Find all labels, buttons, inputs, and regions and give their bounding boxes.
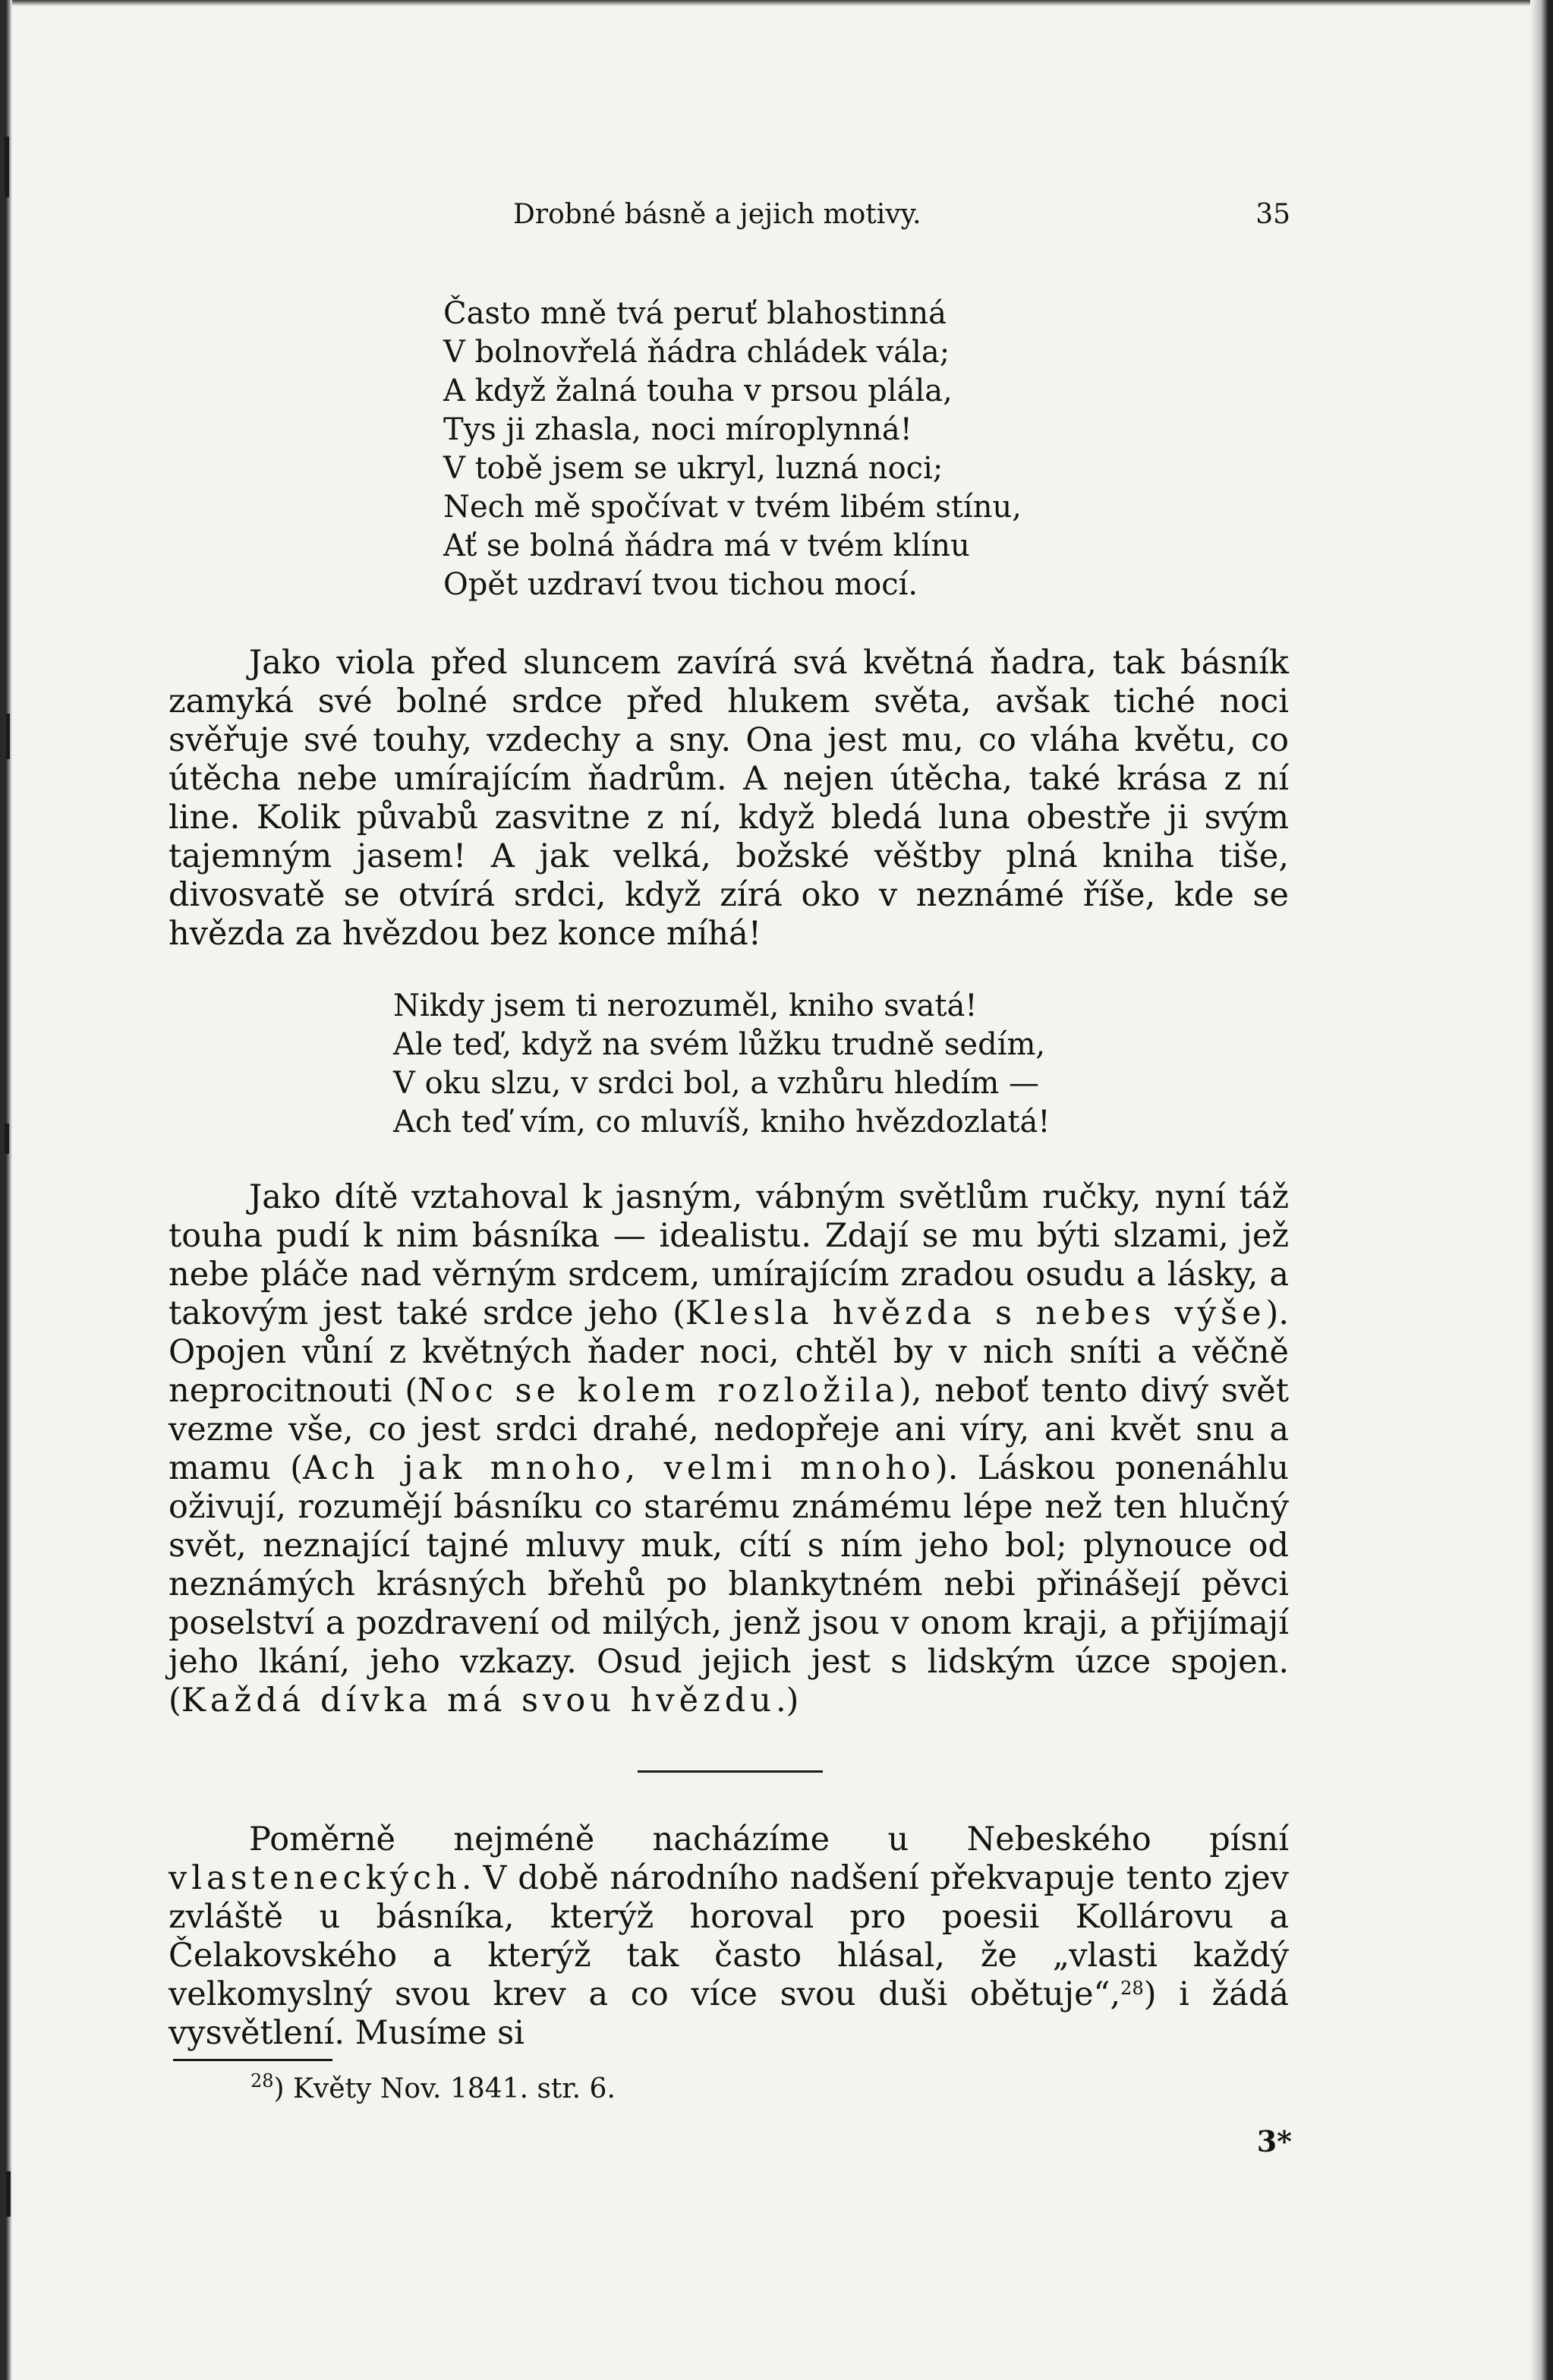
footnote-mark: 28 [250, 2070, 274, 2092]
printer-signature: 3* [1256, 2124, 1292, 2158]
text-run: ), neboť tento divý svět vezme vše, co jest srdci drahé, nedopřeje ani víry, ani květ snu a mamu ( [169, 1372, 1289, 1487]
poem-stanza-1 [443, 295, 1022, 604]
running-header [167, 199, 1290, 237]
footnote-rule [173, 2059, 332, 2061]
text-run: .) [775, 1682, 799, 1720]
poem-title-reference: Klesla hvězda s nebes výše [685, 1294, 1266, 1332]
prose-paragraph-1 [169, 644, 1289, 954]
poem-line: Ale teď, když na svém lůžku trudně sedím, [393, 1027, 1046, 1062]
poem-line: A když žalná touha v prsou plála, [443, 374, 953, 408]
poem-title-reference: Noc se kolem rozložila [417, 1372, 899, 1410]
poem-line: V oku slzu, v srdci bol, a vzhůru hledím — [393, 1066, 1039, 1101]
binding-marks [5, 137, 15, 2262]
page-number: 35 [1255, 199, 1290, 230]
footnote-reference: 28 [1120, 1978, 1144, 1999]
poem-line: Ach teď vím, co mluvíš, kniho hvězdozlatá! [393, 1105, 1051, 1140]
text-run: ) i žádá vysvětlení. Musíme si [169, 1975, 1289, 2052]
prose-paragraph-3 [169, 1820, 1289, 2053]
footnote-text: ) Květy Nov. 1841. str. 6. [273, 2073, 616, 2104]
paragraph-text [169, 1820, 1289, 2053]
scan-edge-right [1530, 0, 1553, 2380]
text-run: . V době národního nadšení překvapuje tento zjev zvláště u básníka, kterýž horoval pro poesii Kollárovu a Čelakovského a kterýž tak často hlásal, že „vlasti každý velkomyslný svou krev a co více svou duši obětuje“, [169, 1859, 1289, 2013]
paragraph-text [169, 1178, 1289, 1720]
poem-line: V bolnovřelá ňádra chládek vála; [443, 335, 950, 370]
poem-line: Nikdy jsem ti nerozuměl, kniho svatá! [393, 988, 978, 1023]
poem-title-reference: Ach jak mnoho, velmi mnoho [303, 1449, 935, 1487]
text-run: Jako dítě vztahoval k jasným, vábným světlům ručky, nyní táž touha pudí k nim básníka — idealistu. Zdají se mu býti slzami, jež nebe pláče nad věrným srdcem, umírajícím zradou osudu a lásky, a takovým jest také srdce jeho ( [169, 1178, 1289, 1332]
poem-line: Tys ji zhasla, noci míroplynná! [443, 412, 912, 447]
poem-line: Ať se bolná ňádra má v tvém klínu [443, 528, 970, 563]
paragraph-text: Jako viola před sluncem zavírá svá květná ňadra, tak básník zamyká své bolné srdce před hlukem světa, avšak tiché noci svěřuje své touhy, vzdechy a sny. Ona jest mu, co vláha květu, co útěcha nebe umírajícím ňadrům. A nejen útěcha, také krása z ní line. Kolik půvabů zasvitne z ní, když bledá luna obestře ji svým tajemným jasem! A jak velká, božské věštby plná kniha tiše, divosvatě se otvírá srdci, když zírá oko v neznámé říše, kde se hvězda za hvězdou bez konce míhá! [169, 644, 1289, 953]
poem-line: Nech mě spočívat v tvém libém stínu, [443, 490, 1022, 525]
text-run: ). Opojen vůní z květných ňader noci, chtěl by v nich sníti a věčně neprocitnouti ( [169, 1294, 1289, 1410]
poem-line: Opět uzdraví tvou tichou mocí. [443, 567, 918, 602]
scan-edge-top [0, 0, 1553, 6]
prose-paragraph-2 [169, 1178, 1289, 1720]
poem-line: Často mně tvá peruť blahostinná [443, 296, 947, 331]
text-run: ). Láskou ponenáhlu oživují, rozumějí básníku co starému známému lépe než ten hlučný svět, neznající tajné mluvy muk, cítí s ním jeho bol; plynouce od neznámých krásných břehů po blankytném nebi přinášejí pěvci poselství a pozdravení od milých, jenž jsou v onom kraji, a přijímají jeho lkání, jeho vzkazy. Osud jejich jest s lidským úzce spojen. ( [169, 1449, 1290, 1720]
poem-line: V tobě jsem se ukryl, luzná noci; [443, 451, 943, 486]
footnote [250, 2071, 616, 2107]
poem-stanza-2 [393, 987, 1050, 1142]
poem-title-reference: Každá dívka má svou hvězdu [181, 1682, 776, 1720]
section-divider [638, 1770, 823, 1773]
text-run: Poměrně nejméně nacházíme u Nebeského písní [249, 1820, 1289, 1858]
emphasized-term: vlasteneckých [169, 1859, 461, 1897]
running-title: Drobné básně a jejich motivy. [513, 199, 921, 230]
